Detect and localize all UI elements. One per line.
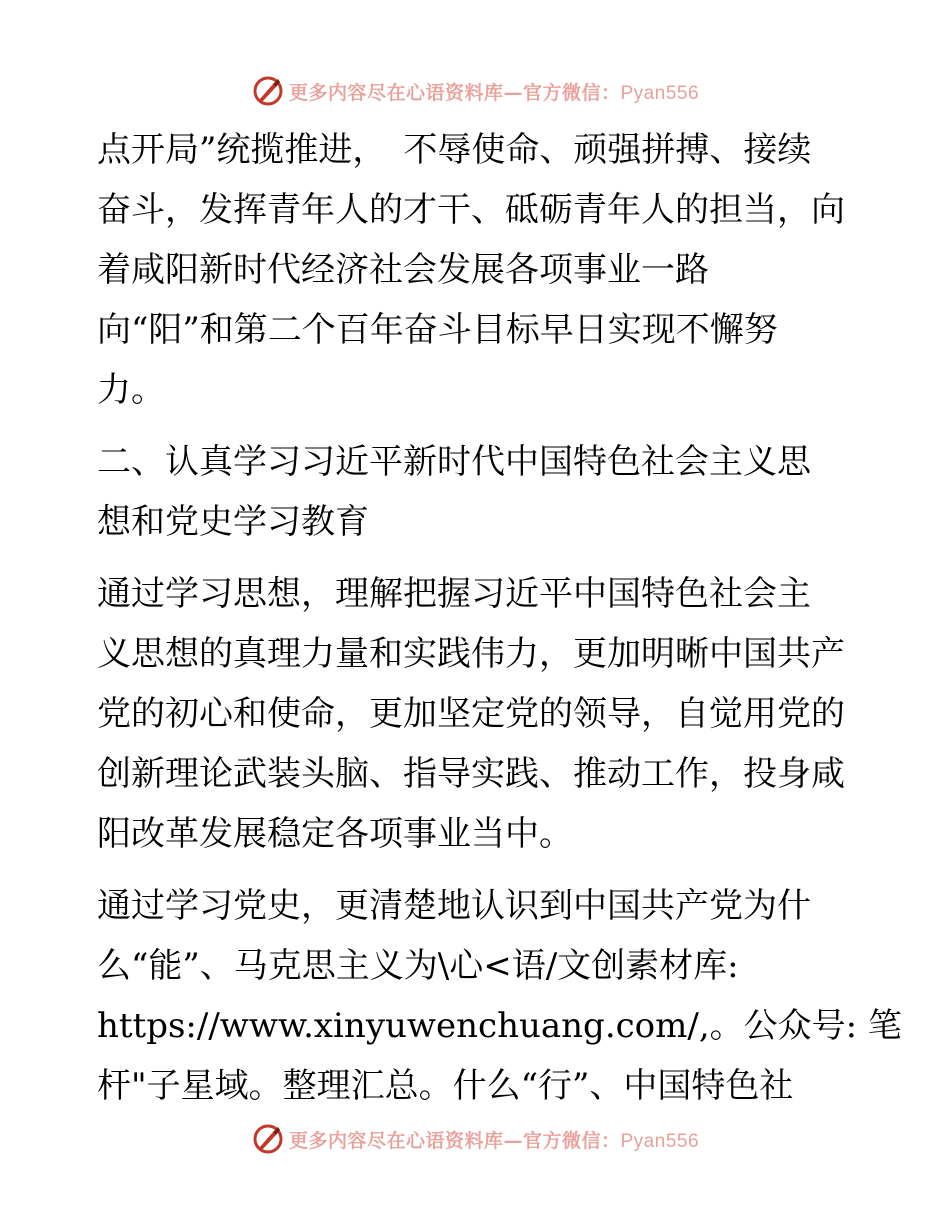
- paragraph: [97, 876, 902, 1116]
- paragraph: [97, 120, 857, 420]
- header-banner: [0, 71, 950, 111]
- paragraph: [97, 564, 857, 864]
- heading-line: 想和党史学习教育: [97, 502, 369, 542]
- pen-logo-icon: [251, 1122, 285, 1156]
- heading-line: 二、认真学习习近平新时代中国特色社会主义思: [97, 442, 811, 482]
- text-line: https://www.xinyuwenchuang.com/,。公众号: 笔: [97, 1006, 902, 1046]
- text-line: 创新理论武装头脑、指导实践、推动工作，投身咸: [97, 754, 845, 794]
- text-line: 力。: [97, 370, 165, 410]
- text-line: 通过学习思想，理解把握习近平中国特色社会主: [97, 574, 811, 614]
- section-heading: [97, 432, 857, 552]
- text-line: 向“阳”和第二个百年奋斗目标早日实现不懈努: [97, 310, 778, 350]
- text-line: 杆"子星域。整理汇总。什么“行”、中国特色社: [97, 1066, 794, 1106]
- banner-text: 更多内容尽在心语资料库—官方微信：Pyan556: [288, 1129, 700, 1152]
- pen-logo-icon: [251, 74, 285, 108]
- text-line: 着咸阳新时代经济社会发展各项事业一路: [97, 250, 709, 290]
- text-line: 党的初心和使命，更加坚定党的领导，自觉用党的: [97, 694, 845, 734]
- text-line: 奋斗，发挥青年人的才干、砥砺青年人的担当，向: [97, 190, 845, 230]
- text-line: 么“能”、马克思主义为\心<语/文创素材库:: [97, 946, 739, 986]
- footer-banner: [0, 1119, 950, 1159]
- text-line: 阳改革发展稳定各项事业当中。: [97, 814, 573, 854]
- text-line: 点开局”统揽推进， 不辱使命、顽强拼搏、接续: [97, 130, 812, 170]
- banner-text: 更多内容尽在心语资料库—官方微信：Pyan556: [288, 81, 700, 104]
- text-line: 义思想的真理力量和实践伟力，更加明晰中国共产: [97, 634, 845, 674]
- document-body: [97, 120, 902, 1116]
- text-line: 通过学习党史，更清楚地认识到中国共产党为什: [97, 886, 811, 926]
